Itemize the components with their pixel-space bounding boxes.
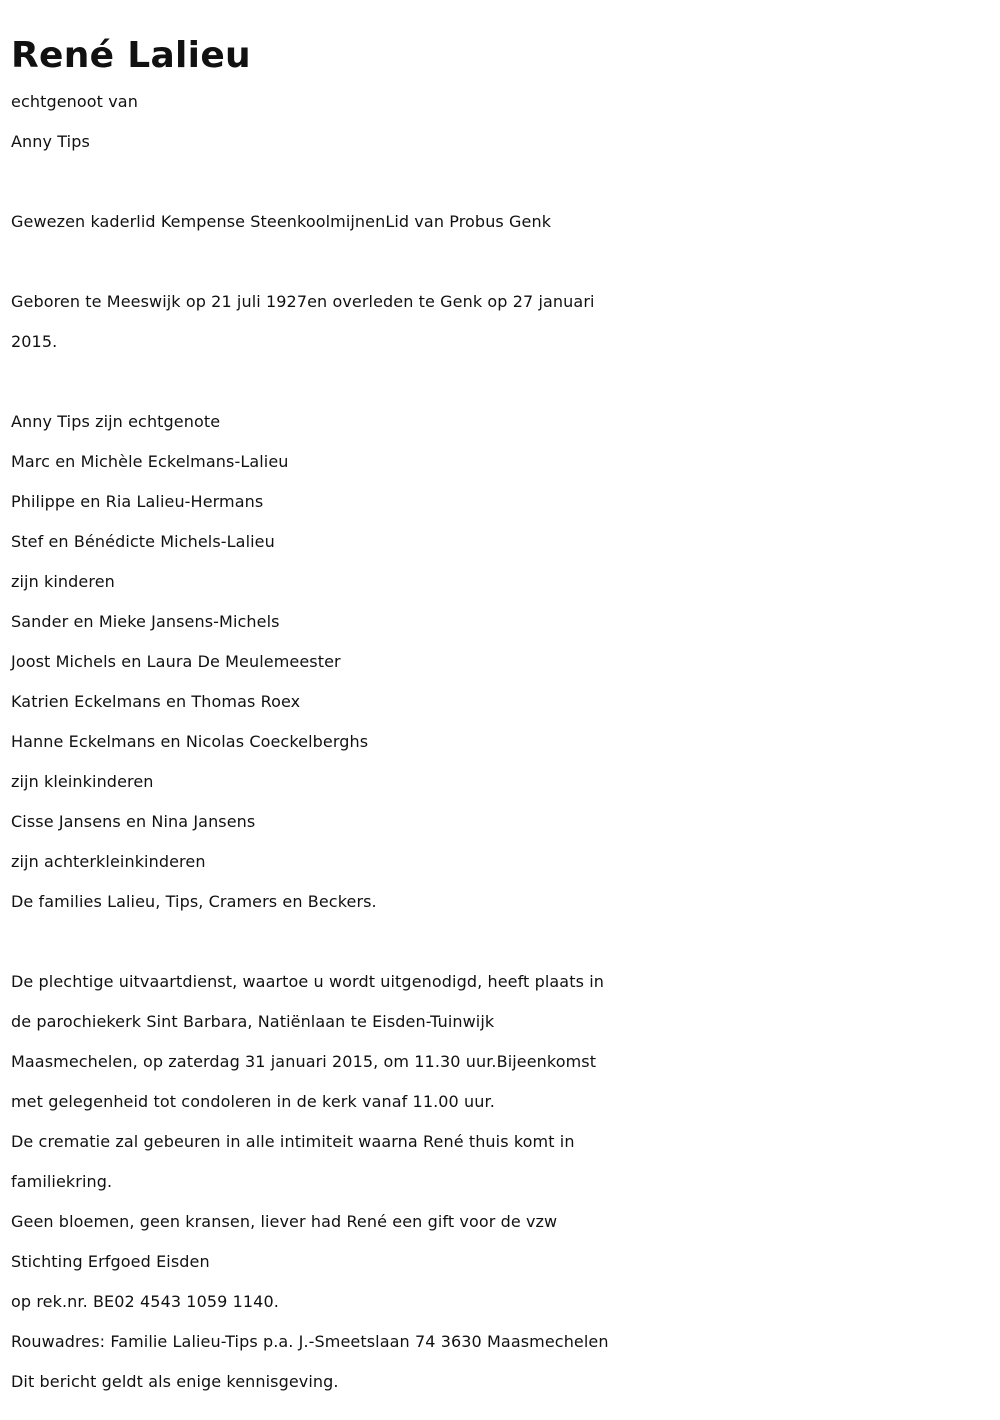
family-line: Katrien Eckelmans en Thomas Roex — [11, 692, 301, 711]
deceased-name: René Lalieu — [11, 35, 251, 76]
spouse-name: Anny Tips — [11, 132, 90, 151]
birth-death-line-2: 2015. — [11, 332, 58, 351]
detail-line: op rek.nr. BE02 4543 1059 1140. — [11, 1292, 279, 1311]
detail-line: De plechtige uitvaartdienst, waartoe u wordt uitgenodigd, heeft plaats in — [11, 972, 604, 991]
funeral-details — [11, 962, 1000, 1402]
family-line: Cisse Jansens en Nina Jansens — [11, 812, 256, 831]
family-line: zijn kleinkinderen — [11, 772, 154, 791]
family-line: Marc en Michèle Eckelmans-Lalieu — [11, 452, 289, 471]
detail-line: De crematie zal gebeuren in alle intimiteit waarna René thuis komt in — [11, 1132, 575, 1151]
detail-line: Dit bericht geldt als enige kennisgeving. — [11, 1372, 339, 1391]
detail-line: met gelegenheid tot condoleren in de kerk vanaf 11.00 uur. — [11, 1092, 495, 1111]
birth-death-line-1: Geboren te Meeswijk op 21 juli 1927en overleden te Genk op 27 januari — [11, 292, 595, 311]
family-line: Sander en Mieke Jansens-Michels — [11, 612, 280, 631]
family-line: zijn kinderen — [11, 572, 115, 591]
family-line: Hanne Eckelmans en Nicolas Coeckelberghs — [11, 732, 369, 751]
family-list — [11, 402, 1000, 922]
family-line: Joost Michels en Laura De Meulemeester — [11, 652, 341, 671]
spacer — [11, 242, 1000, 282]
family-line: Anny Tips zijn echtgenote — [11, 412, 221, 431]
detail-line: Geen bloemen, geen kransen, liever had René een gift voor de vzw — [11, 1212, 558, 1231]
detail-line: Rouwadres: Familie Lalieu-Tips p.a. J.-Smeetslaan 74 3630 Maasmechelen — [11, 1332, 609, 1351]
family-line: De families Lalieu, Tips, Cramers en Beckers. — [11, 892, 377, 911]
career-line: Gewezen kaderlid Kempense SteenkoolmijnenLid van Probus Genk — [11, 212, 552, 231]
spacer — [11, 922, 1000, 962]
spacer — [11, 162, 1000, 202]
spouse-intro: echtgenoot van — [11, 92, 138, 111]
detail-line: Stichting Erfgoed Eisden — [11, 1252, 210, 1271]
detail-line: familiekring. — [11, 1172, 113, 1191]
detail-line: Maasmechelen, op zaterdag 31 januari 2015, om 11.30 uur.Bijeenkomst — [11, 1052, 597, 1071]
family-line: zijn achterkleinkinderen — [11, 852, 206, 871]
detail-line: de parochiekerk Sint Barbara, Natiënlaan te Eisden-Tuinwijk — [11, 1012, 495, 1031]
spacer — [11, 362, 1000, 402]
family-line: Philippe en Ria Lalieu-Hermans — [11, 492, 264, 511]
family-line: Stef en Bénédicte Michels-Lalieu — [11, 532, 275, 551]
